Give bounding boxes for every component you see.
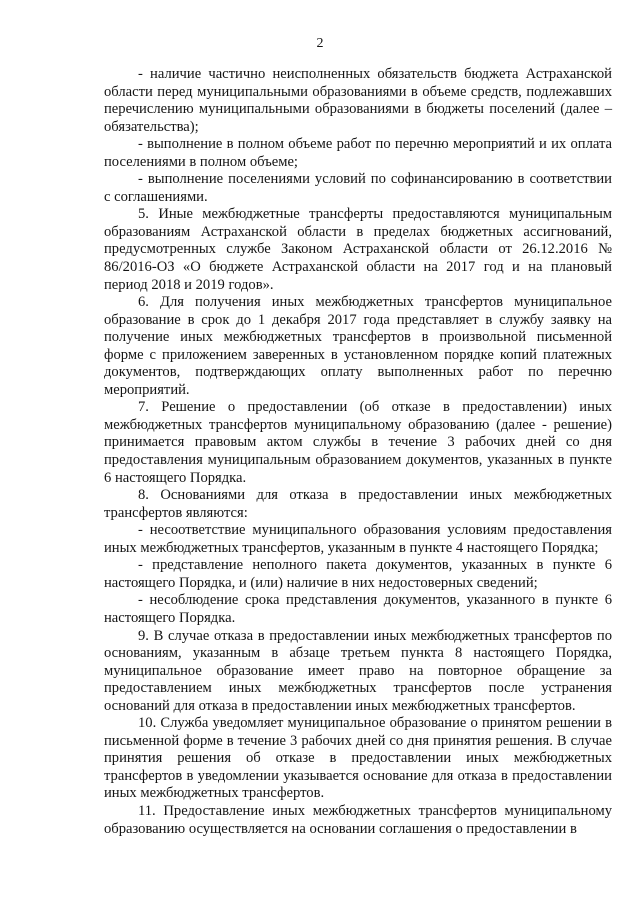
paragraph-item-7: 7. Решение о предоставлении (об отказе в предоставлении) иных межбюджетных трансфертов муниципальному образованию (далее - решение) принимается правовым актом службы в течение 3 рабочих дней со дня предоставления муниципальным образованием документов, указанных в пункте 6 настоящего Порядка. xyxy=(104,399,612,486)
paragraph-item-9: 9. В случае отказа в предоставлении иных межбюджетных трансфертов по основаниям, указанным в абзаце третьем пункта 8 настоящего Порядка, муниципальное образование имеет право на повторное обращение за предоставлением иных межбюджетных трансфертов после устранения оснований для отказа в предоставлении иных межбюджетных трансфертов. xyxy=(104,627,612,714)
paragraph-item-5: 5. Иные межбюджетные трансферты предоставляются муниципальным образованиям Астраханской области в пределах бюджетных ассигнований, предусмотренных службе Законом Астраханской области от 26.12.2016 № 86/2016-ОЗ «О бюджете Астраханской области на 2017 год и на плановый период 2018 и 2019 годов». xyxy=(104,206,612,293)
paragraph-refusal-reason-2: - представление неполного пакета документов, указанных в пункте 6 настоящего Порядка, и (или) наличие в них недостоверных сведений; xyxy=(104,557,612,591)
paragraph-refusal-reason-1: - несоответствие муниципального образования условиям предоставления иных межбюджетных трансфертов, указанным в пункте 4 настоящего Порядка; xyxy=(104,522,612,556)
paragraph-works-bullet: - выполнение в полном объеме работ по перечню мероприятий и их оплата поселениями в полном объеме; xyxy=(104,136,612,170)
paragraph-refusal-reason-3: - несоблюдение срока представления документов, указанного в пункте 6 настоящего Порядка. xyxy=(104,592,612,626)
paragraph-obligations-bullet: - наличие частично неисполненных обязательств бюджета Астраханской области перед муниципальными образованиями в объеме средств, подлежавших перечислению муниципальными образованиями в бюджеты поселений (далее – обязательства); xyxy=(104,66,612,135)
paragraph-item-6: 6. Для получения иных межбюджетных трансфертов муниципальное образование в срок до 1 декабря 2017 года представляет в службу заявку на получение иных межбюджетных трансфертов в произвольной письменной форме с приложением заверенных в установленном порядке копий платежных документов, подтверждающих оплату выполненных работ по перечню мероприятий. xyxy=(104,294,612,398)
paragraph-item-10: 10. Служба уведомляет муниципальное образование о принятом решении в письменной форме в течение 3 рабочих дней со дня принятия решения. В случае принятия решения об отказе в предоставлении иных межбюджетных трансфертов в уведомлении указывается основание для отказа в предоставлении иных межбюджетных трансфертов. xyxy=(104,715,612,802)
paragraph-item-8: 8. Основаниями для отказа в предоставлении иных межбюджетных трансфертов являются: xyxy=(104,487,612,521)
paragraph-cofinancing-bullet: - выполнение поселениями условий по софинансированию в соответствии с соглашениями. xyxy=(104,171,612,205)
document-body xyxy=(104,66,612,838)
page-number: 2 xyxy=(316,36,324,51)
paragraph-item-11: 11. Предоставление иных межбюджетных трансфертов муниципальному образованию осуществляется на основании соглашения о предоставлении в xyxy=(104,802,612,837)
